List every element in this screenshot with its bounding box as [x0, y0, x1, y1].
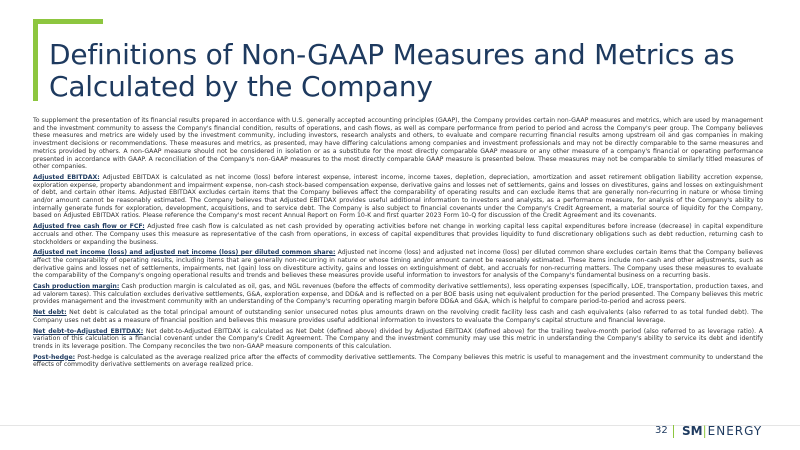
definition-paragraph — [33, 174, 763, 220]
definition-text: Adjusted EBITDAX is calculated as net income (loss) before interest expense, interest income, income taxes, depletion, depreciation, amortization and asset retirement obligation liability accretion expense, exploration expense, property abandonment and impairment expense, non-cash stock-based compensation expense, derivative gains and losses net of settlements, gains and losses on divestitures, gains and losses on extinguishment of debt, and certain other items. Adjusted EBITDAX excludes certain items that the Company believes affect the comparability of operating results and can exclude items that are generally non-recurring in nature or whose timing and/or amount cannot be reasonably estimated. The Company believes that Adjusted EBITDAX provides useful additional information to investors and analysts, as a performance measure, for analysis of the Company's ability to internally generate funds for exploration, development, acquisitions, and to service debt. The Company is also subject to financial covenants under the Company's Credit Agreement, a material source of liquidity for the Company, based on Adjusted EBITDAX ratios. Please reference the Company's most recent Annual Report on Form 10-K and first quarter 2023 Form 10-Q for discussion of the Credit Agreement and its covenants. — [33, 173, 763, 220]
footer-rule — [0, 425, 800, 426]
accent-bar-vertical — [33, 19, 38, 101]
definition-paragraph — [33, 328, 763, 351]
company-logo — [682, 424, 762, 438]
intro-paragraph: To supplement the presentation of its financial results prepared in accordance with U.S. generally accepted accounting principles (GAAP), the Company provides certain non-GAAP measures and metrics, which are used by management and the investment community to assess the Company's financial condition, results of operations, and cash flows, as well as compare performance from period to period and across the Company's peer group. The Company believes these measures and metrics are widely used by the investment community, including investors, research analysts and others, to evaluate and compare recurring financial results among upstream oil and gas companies in making investment decisions or recommendations. These measures and metrics, as presented, may have differing calculations among companies and investment professionals and may not be directly comparable to the same measures and metrics provided by others. A non-GAAP measure should not be considered in isolation or as a substitute for the most directly comparable GAAP measure or any other measure of a company's financial or operating performance presented in accordance with GAAP. A reconciliation of the Company's non-GAAP measures to the most directly comparable GAAP measure is presented below. These measures may not be comparable to similarly titled measures of other companies. — [33, 117, 763, 171]
definition-text: Cash production margin is calculated as oil, gas, and NGL revenues (before the effects of commodity derivative settlements), less operating expenses (specifically, LOE, transportation, production taxes, and ad valorem taxes). This calculation excludes derivative settlements, G&A, exploration expense, and DD&A and is reflected on a per BOE basis using net equivalent production for the period presented. The Company believes this metric provides management and the investment community with an understanding of the Company's recurring operating margin before DD&A and G&A, which is helpful to compare period-to-period and across peers. — [33, 283, 763, 306]
logo-separator: | — [702, 424, 708, 438]
footer-divider — [673, 425, 674, 438]
definition-text: Net debt-to-Adjusted EBITDAX is calculated as Net Debt (defined above) divided by Adjusted EBITDAX (defined above) for the trailing twelve-month period (also referred to as leverage ratio). A variation of this calculation is a financial covenant under the Company's Credit Agreement. The Company and the investment community may use this metric in understanding the Company's ability to service its debt and identify trends in its leverage position. The Company reconciles the two non-GAAP measure components of this calculation. — [33, 327, 763, 350]
definition-text: Net debt is calculated as the total principal amount of outstanding senior unsecured notes plus amounts drawn on the revolving credit facility less cash and cash equivalents (also referred to as total funded debt). The Company uses net debt as a measure of financial position and believes this measure provides useful additional information to investors to evaluate the Company's capital structure and financial leverage. — [33, 309, 763, 324]
page-number: 32 — [655, 425, 668, 436]
definition-term: Net debt: — [33, 309, 67, 317]
definition-text: Adjusted free cash flow is calculated as net cash provided by operating activities before net change in working capital less capital expenditures before increase (decrease) in capital expenditure accruals and other. The Company uses this measure as representative of the cash from operations, in excess of capital expenditures that provides liquidity to fund discretionary obligations such as debt reduction, returning cash to stockholders or expanding the business. — [33, 223, 763, 246]
definition-paragraph — [33, 354, 763, 369]
definition-text: Post-hedge is calculated as the average realized price after the effects of commodity derivative settlements. The Company believes this metric is useful to management and the investment community to understand the effects of commodity derivative settlements on average realized price. — [33, 353, 763, 369]
definition-term: Adjusted free cash flow or FCF: — [33, 223, 145, 231]
accent-bar-horizontal — [33, 19, 103, 24]
definition-term: Net debt-to-Adjusted EBITDAX: — [33, 327, 144, 335]
definition-term: Adjusted EBITDAX: — [33, 173, 100, 181]
definition-term: Adjusted net income (loss) and adjusted net income (loss) per diluted common share: — [33, 249, 336, 257]
definition-term: Cash production margin: — [33, 283, 120, 291]
logo-energy: ENERGY — [707, 424, 763, 438]
definition-paragraph — [33, 283, 763, 306]
definitions-body — [33, 117, 763, 372]
definition-text: Adjusted net income (loss) and adjusted net income (loss) per diluted common share excludes certain items that the Company believes affect the comparability of operating results, including items that are generally non-recurring in nature or whose timing and/or amount cannot be reasonably estimated. These items include non-cash and other adjustments, such as derivative gains and losses net of settlements, impairments, net (gain) loss on divestiture activity, gains and losses on extinguishment of debt, and accruals for non-recurring matters. The Company uses these measures to evaluate the comparability of the Company's ongoing operational results and trends and believes these measures provide useful information to investors for analysis of the Company's fundamental business on a recurring basis. — [33, 249, 764, 280]
definition-paragraph — [33, 249, 763, 280]
definition-paragraph — [33, 223, 763, 246]
definition-term: Post-hedge: — [33, 353, 76, 361]
page-title: Definitions of Non-GAAP Measures and Metrics as Calculated by the Company — [49, 38, 735, 103]
logo-sm: SM — [682, 424, 703, 438]
definition-paragraph — [33, 309, 763, 324]
